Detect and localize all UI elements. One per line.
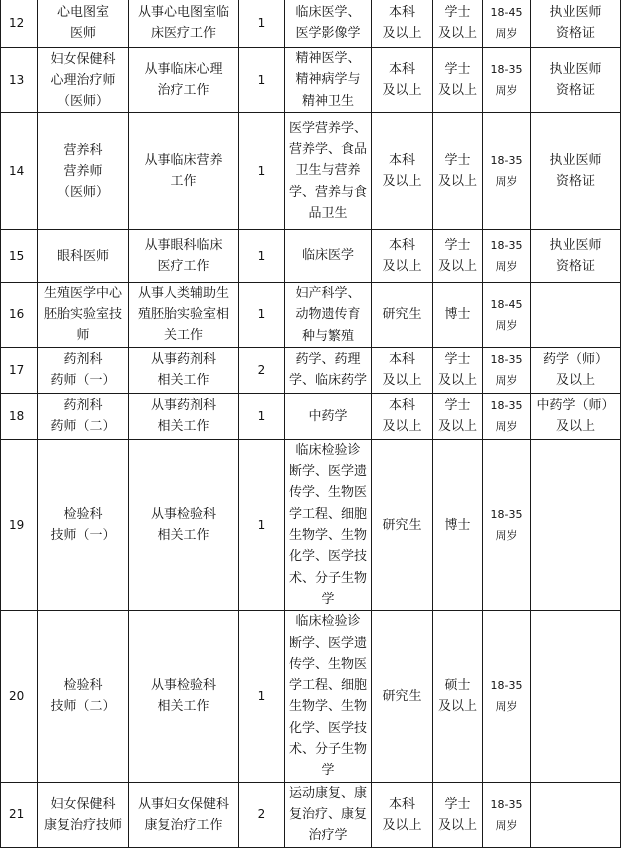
job-duties-line: 相关工作 <box>157 373 210 389</box>
hire-count-cell: 1 <box>239 230 285 283</box>
job-duties-line: 从事眼科临床 <box>144 238 223 253</box>
hire-count-cell: 2 <box>239 347 285 393</box>
position-name-line: 胚胎实验室技 <box>43 307 122 323</box>
major-requirement-cell <box>285 0 372 48</box>
table-row <box>1 439 621 610</box>
hire-count-cell: 2 <box>239 782 285 847</box>
position-name-line: 妇女保健科 <box>50 51 116 67</box>
table-row <box>1 48 621 113</box>
hire-count-cell: 1 <box>239 439 285 610</box>
education-requirement-cell <box>372 347 433 393</box>
other-requirement-cell <box>531 393 621 439</box>
age-requirement-line: 18-35 <box>490 399 523 413</box>
position-name-cell <box>38 393 129 439</box>
job-duties-line: 从事药剂科 <box>150 352 216 368</box>
degree-requirement-cell <box>433 0 483 48</box>
table-row <box>1 113 621 230</box>
position-name-line: 营养师 <box>63 163 103 179</box>
major-requirement-cell <box>285 283 372 348</box>
position-name-cell <box>38 347 129 393</box>
job-duties-cell <box>129 230 239 283</box>
position-name-cell <box>38 48 129 113</box>
row-number-cell: 12 <box>1 0 38 48</box>
major-requirement-line: 传学、生物医 <box>288 656 367 672</box>
position-name-line: 师 <box>76 328 90 344</box>
job-duties-line: 相关工作 <box>157 419 210 435</box>
major-requirement-line: 精神卫生 <box>301 93 354 109</box>
position-name-cell <box>38 283 129 348</box>
degree-requirement-line: 学士 <box>444 398 471 414</box>
other-requirement-line: 资格证 <box>555 83 595 98</box>
major-requirement-line: 学、营养与食 <box>288 184 367 200</box>
degree-requirement-line: 学士 <box>444 796 471 812</box>
education-requirement-line: 本科 <box>388 796 415 812</box>
education-requirement-cell <box>372 611 433 782</box>
position-name-line: 妇女保健科 <box>50 796 116 812</box>
education-requirement-line: 及以上 <box>382 259 422 274</box>
hire-count-cell: 1 <box>239 393 285 439</box>
other-requirement-line: 执业医师 <box>549 153 602 168</box>
major-requirement-line: 传学、生物医 <box>288 485 367 501</box>
education-requirement-cell <box>372 230 433 283</box>
age-requirement-cell <box>483 113 531 230</box>
row-number-cell: 18 <box>1 393 38 439</box>
degree-requirement-cell <box>433 439 483 610</box>
other-requirement-cell <box>531 611 621 782</box>
position-name-line: 康复治疗技师 <box>43 817 122 833</box>
job-duties-line: 从事心电图室临 <box>137 5 229 20</box>
row-number-cell: 14 <box>1 113 38 230</box>
row-number-cell: 19 <box>1 439 38 610</box>
degree-requirement-line: 及以上 <box>437 83 477 98</box>
position-name-line: 心理治疗师 <box>50 72 116 88</box>
other-requirement-cell <box>531 48 621 113</box>
job-duties-line: 治疗工作 <box>157 83 210 98</box>
major-requirement-line: 医学营养学、 <box>288 120 367 136</box>
degree-requirement-line: 学士 <box>444 62 471 77</box>
job-duties-line: 床医疗工作 <box>150 26 216 41</box>
position-name-line: 眼科医师 <box>56 248 109 264</box>
age-requirement-line: 18-45 <box>490 297 523 311</box>
age-requirement-line: 周岁 <box>495 420 518 434</box>
hire-count-cell: 1 <box>239 283 285 348</box>
position-name-line: 营养科 <box>63 142 103 158</box>
position-name-line: 药师（一） <box>50 373 116 389</box>
age-requirement-cell <box>483 230 531 283</box>
job-duties-line: 从事药剂科 <box>150 398 216 414</box>
age-requirement-cell <box>483 48 531 113</box>
other-requirement-line: 药学（师） <box>542 352 608 368</box>
education-requirement-line: 本科 <box>388 238 415 253</box>
education-requirement-line: 本科 <box>388 62 415 77</box>
degree-requirement-line: 及以上 <box>437 174 477 189</box>
major-requirement-line: 临床医学 <box>301 248 354 264</box>
age-requirement-cell <box>483 782 531 847</box>
education-requirement-line: 本科 <box>388 352 415 368</box>
education-requirement-cell <box>372 0 433 48</box>
major-requirement-cell <box>285 611 372 782</box>
age-requirement-line: 18-35 <box>490 797 523 811</box>
major-requirement-line: 术、分子生物 <box>288 742 367 758</box>
hire-count-cell: 1 <box>239 113 285 230</box>
position-name-cell <box>38 611 129 782</box>
major-requirement-cell <box>285 230 372 283</box>
job-duties-line: 从事临床心理 <box>144 62 223 77</box>
age-requirement-cell <box>483 439 531 610</box>
row-number-cell: 21 <box>1 782 38 847</box>
major-requirement-cell <box>285 782 372 847</box>
job-duties-line: 从事检验科 <box>150 507 216 523</box>
major-requirement-cell <box>285 347 372 393</box>
major-requirement-line: 化学、医学技 <box>288 720 367 736</box>
education-requirement-line: 及以上 <box>382 26 422 41</box>
major-requirement-line: 动物遗传育 <box>295 307 361 323</box>
age-requirement-line: 18-35 <box>490 63 523 76</box>
education-requirement-line: 研究生 <box>382 307 422 323</box>
age-requirement-line: 周岁 <box>495 374 518 388</box>
major-requirement-line: 妇产科学、 <box>295 286 361 301</box>
table-row <box>1 611 621 782</box>
position-name-line: 检验科 <box>63 507 103 523</box>
other-requirement-cell <box>531 113 621 230</box>
degree-requirement-line: 及以上 <box>437 699 477 715</box>
table-row <box>1 283 621 348</box>
other-requirement-line: 及以上 <box>555 373 595 389</box>
other-requirement-cell <box>531 230 621 283</box>
job-duties-cell <box>129 439 239 610</box>
major-requirement-line: 运动康复、康 <box>288 785 367 801</box>
job-duties-line: 关工作 <box>163 328 203 344</box>
major-requirement-cell <box>285 393 372 439</box>
hire-count-cell: 1 <box>239 48 285 113</box>
degree-requirement-line: 硕士 <box>444 678 471 694</box>
row-number-cell: 16 <box>1 283 38 348</box>
job-duties-cell <box>129 113 239 230</box>
position-name-line: 药剂科 <box>63 398 103 414</box>
education-requirement-line: 及以上 <box>382 373 422 389</box>
major-requirement-line: 化学、医学技 <box>288 549 367 565</box>
degree-requirement-cell <box>433 113 483 230</box>
job-duties-line: 康复治疗工作 <box>144 817 223 833</box>
other-requirement-cell <box>531 782 621 847</box>
education-requirement-cell <box>372 113 433 230</box>
other-requirement-line: 资格证 <box>555 174 595 189</box>
other-requirement-line: 执业医师 <box>549 238 602 253</box>
age-requirement-cell <box>483 347 531 393</box>
age-requirement-line: 周岁 <box>495 818 518 832</box>
job-duties-line: 从事妇女保健科 <box>137 796 229 812</box>
position-name-cell <box>38 439 129 610</box>
degree-requirement-line: 博士 <box>444 517 471 533</box>
major-requirement-line: 中药学 <box>308 408 348 424</box>
education-requirement-line: 及以上 <box>382 174 422 189</box>
other-requirement-line: 资格证 <box>555 26 595 41</box>
major-requirement-line: 种与繁殖 <box>301 328 354 344</box>
row-number-cell: 20 <box>1 611 38 782</box>
job-duties-cell <box>129 611 239 782</box>
degree-requirement-line: 及以上 <box>437 259 477 274</box>
education-requirement-line: 本科 <box>388 398 415 414</box>
education-requirement-line: 及以上 <box>382 817 422 833</box>
position-name-line: 药剂科 <box>63 352 103 368</box>
job-duties-line: 相关工作 <box>157 528 210 544</box>
age-requirement-line: 18-35 <box>490 679 523 693</box>
age-requirement-cell <box>483 393 531 439</box>
age-requirement-line: 18-35 <box>490 154 523 167</box>
row-number-cell: 17 <box>1 347 38 393</box>
position-name-line: 医师 <box>69 26 96 41</box>
other-requirement-line: 执业医师 <box>549 5 602 20</box>
major-requirement-line: 临床检验诊 <box>295 614 361 630</box>
degree-requirement-line: 及以上 <box>437 373 477 389</box>
other-requirement-cell <box>531 0 621 48</box>
job-duties-line: 相关工作 <box>157 699 210 715</box>
education-requirement-line: 本科 <box>388 5 415 20</box>
job-duties-line: 从事检验科 <box>150 678 216 694</box>
major-requirement-line: 学工程、细胞 <box>288 678 367 694</box>
position-name-line: 技师（一） <box>50 528 116 544</box>
education-requirement-cell <box>372 48 433 113</box>
degree-requirement-cell <box>433 393 483 439</box>
job-duties-line: 工作 <box>170 174 197 189</box>
age-requirement-line: 周岁 <box>495 175 518 188</box>
major-requirement-line: 精神病学与 <box>295 72 361 88</box>
education-requirement-line: 本科 <box>388 153 415 168</box>
hire-count-cell: 1 <box>239 611 285 782</box>
position-name-line: （医师） <box>56 93 109 109</box>
education-requirement-cell <box>372 393 433 439</box>
position-name-line: 检验科 <box>63 678 103 694</box>
degree-requirement-line: 及以上 <box>437 419 477 435</box>
age-requirement-cell <box>483 0 531 48</box>
job-duties-cell <box>129 393 239 439</box>
position-name-cell <box>38 782 129 847</box>
table-row <box>1 782 621 847</box>
degree-requirement-line: 学士 <box>444 352 471 368</box>
age-requirement-cell <box>483 283 531 348</box>
job-duties-line: 殖胚胎实验室相 <box>137 307 229 323</box>
row-number-cell: 15 <box>1 230 38 283</box>
major-requirement-line: 学、临床药学 <box>288 373 367 389</box>
degree-requirement-line: 及以上 <box>437 817 477 833</box>
major-requirement-line: 学 <box>321 763 335 779</box>
major-requirement-line: 精神医学、 <box>295 51 361 67</box>
position-name-line: 药师（二） <box>50 419 116 435</box>
major-requirement-line: 药学、药理 <box>295 352 361 368</box>
other-requirement-cell <box>531 439 621 610</box>
other-requirement-cell <box>531 347 621 393</box>
position-name-line: （医师） <box>56 184 109 200</box>
position-name-cell <box>38 0 129 48</box>
major-requirement-line: 品卫生 <box>308 205 348 221</box>
table-row <box>1 393 621 439</box>
degree-requirement-cell <box>433 283 483 348</box>
age-requirement-cell <box>483 611 531 782</box>
degree-requirement-line: 博士 <box>444 307 471 323</box>
major-requirement-line: 复治疗、康复 <box>288 806 367 822</box>
degree-requirement-cell <box>433 230 483 283</box>
age-requirement-line: 18-45 <box>490 6 523 19</box>
major-requirement-line: 治疗学 <box>308 828 348 844</box>
degree-requirement-line: 学士 <box>444 238 471 253</box>
education-requirement-line: 及以上 <box>382 419 422 435</box>
age-requirement-line: 周岁 <box>495 529 518 543</box>
major-requirement-cell <box>285 439 372 610</box>
education-requirement-line: 及以上 <box>382 83 422 98</box>
age-requirement-line: 周岁 <box>495 84 518 97</box>
education-requirement-line: 研究生 <box>382 517 422 533</box>
education-requirement-line: 研究生 <box>382 688 422 704</box>
job-duties-line: 从事临床营养 <box>144 153 223 168</box>
major-requirement-cell <box>285 113 372 230</box>
position-name-line: 心电图室 <box>56 5 109 20</box>
degree-requirement-cell <box>433 347 483 393</box>
age-requirement-line: 周岁 <box>495 27 518 40</box>
table-row <box>1 230 621 283</box>
degree-requirement-line: 及以上 <box>437 26 477 41</box>
major-requirement-line: 生物学、生物 <box>288 699 367 715</box>
degree-requirement-cell <box>433 611 483 782</box>
job-duties-cell <box>129 347 239 393</box>
job-duties-cell <box>129 782 239 847</box>
degree-requirement-cell <box>433 48 483 113</box>
other-requirement-line: 资格证 <box>555 259 595 274</box>
major-requirement-line: 卫生与营养 <box>295 163 361 179</box>
position-name-line: 技师（二） <box>50 699 116 715</box>
other-requirement-line: 及以上 <box>555 419 595 435</box>
job-duties-cell <box>129 48 239 113</box>
job-duties-line: 从事人类辅助生 <box>137 286 229 302</box>
hire-count-cell: 1 <box>239 0 285 48</box>
job-duties-cell <box>129 283 239 348</box>
major-requirement-line: 营养学、食品 <box>288 142 367 158</box>
education-requirement-cell <box>372 439 433 610</box>
age-requirement-line: 18-35 <box>490 239 523 252</box>
row-number-cell: 13 <box>1 48 38 113</box>
degree-requirement-cell <box>433 782 483 847</box>
age-requirement-line: 18-35 <box>490 353 523 367</box>
major-requirement-line: 断学、医学遗 <box>288 464 367 480</box>
age-requirement-line: 周岁 <box>495 260 518 273</box>
table-row <box>1 347 621 393</box>
table-row <box>1 0 621 48</box>
major-requirement-line: 术、分子生物 <box>288 570 367 586</box>
position-name-cell <box>38 113 129 230</box>
table-body <box>1 0 621 847</box>
age-requirement-line: 周岁 <box>495 700 518 714</box>
degree-requirement-line: 学士 <box>444 153 471 168</box>
position-name-cell <box>38 230 129 283</box>
major-requirement-line: 学 <box>321 591 335 607</box>
other-requirement-line: 执业医师 <box>549 62 602 77</box>
major-requirement-line: 临床检验诊 <box>295 442 361 458</box>
job-duties-line: 医疗工作 <box>157 259 210 274</box>
major-requirement-line: 断学、医学遗 <box>288 635 367 651</box>
education-requirement-cell <box>372 782 433 847</box>
major-requirement-line: 医学影像学 <box>295 26 361 41</box>
major-requirement-line: 生物学、生物 <box>288 528 367 544</box>
major-requirement-line: 学工程、细胞 <box>288 506 367 522</box>
age-requirement-line: 18-35 <box>490 508 523 522</box>
major-requirement-line: 临床医学、 <box>295 4 361 20</box>
job-duties-cell <box>129 0 239 48</box>
degree-requirement-line: 学士 <box>444 5 471 20</box>
major-requirement-cell <box>285 48 372 113</box>
other-requirement-cell <box>531 283 621 348</box>
age-requirement-line: 周岁 <box>495 318 518 332</box>
other-requirement-line: 中药学（师） <box>536 398 615 414</box>
position-name-line: 生殖医学中心 <box>43 286 122 302</box>
education-requirement-cell <box>372 283 433 348</box>
